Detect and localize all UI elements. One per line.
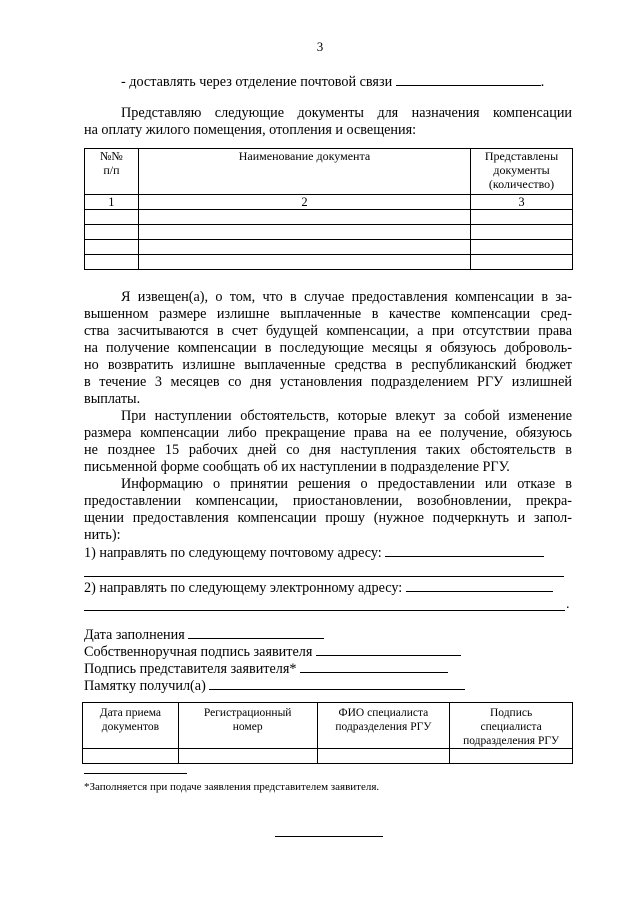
representative-signature-line [84, 660, 572, 678]
documents-table [84, 148, 573, 270]
docs-intro-line-2: на оплату жилого помещения, отопления и освещения: [84, 122, 417, 138]
notice-line-1: Я извещен(а), о том, что в случае предоставления компенсации в за- [121, 289, 572, 305]
table-cell[interactable] [85, 255, 139, 270]
table-cell[interactable] [138, 225, 470, 240]
notice-line-4: на получение компенсации в последующие месяцы я обязуюсь доброволь- [84, 340, 572, 356]
header-quantity: Представлены документы (количество) [471, 149, 573, 195]
documents-table-numbering [85, 195, 573, 210]
delivery-post-label: - доставлять через отделение почтовой связи [121, 74, 393, 90]
notice-line-3: ства засчитываются в счет будущей компенсации, а при отсутствии права [84, 323, 572, 339]
bottom-rule [275, 836, 383, 837]
table-cell[interactable] [138, 240, 470, 255]
office-use-table [82, 702, 573, 764]
obligation-line-1: При наступлении обстоятельств, которые влекут за собой изменение [121, 408, 572, 424]
table-row [85, 225, 573, 240]
memo-received-field[interactable] [209, 677, 465, 690]
table-row [85, 210, 573, 225]
table-cell[interactable] [471, 240, 573, 255]
decision-line-3: щении предоставления компенсации прошу (нужное подчеркнуть и запол- [84, 510, 572, 526]
representative-signature-field[interactable] [300, 660, 448, 673]
notice-line-6: в течение 3 месяцев со дня установления подразделением РГУ излишней [84, 374, 572, 390]
documents-table-header [85, 149, 573, 195]
header-receipt-date: Дата приема документов [83, 703, 179, 749]
representative-signature-label: Подпись представителя заявителя* [84, 661, 297, 677]
email-address-field[interactable] [406, 579, 553, 592]
postal-address-field[interactable] [385, 544, 544, 557]
applicant-signature-field[interactable] [316, 643, 461, 656]
table-cell[interactable] [85, 240, 139, 255]
col-number-3: 3 [471, 195, 573, 210]
fill-date-line [84, 626, 572, 644]
table-cell[interactable] [471, 255, 573, 270]
header-number: №№ п/п [85, 149, 139, 195]
delivery-post-blank[interactable] [396, 73, 541, 86]
obligation-line-2: размера компенсации либо прекращение права на ее получение, обязуюсь [84, 425, 572, 441]
obligation-line-4: письменной форме сообщать об их наступлении в подразделение РГУ. [84, 459, 510, 475]
memo-received-line [84, 677, 572, 695]
postal-option-line [84, 544, 572, 562]
email-option-line [84, 579, 572, 597]
table-row [83, 749, 573, 764]
footnote: *Заполняется при подаче заявления представителем заявителя. [84, 781, 380, 793]
applicant-signature-line [84, 643, 572, 661]
notice-line-7: выплаты. [84, 391, 141, 407]
header-document-name: Наименование документа [138, 149, 470, 195]
col-number-2: 2 [138, 195, 470, 210]
postal-option-label: 1) направлять по следующему почтовому адресу: [84, 545, 382, 561]
notice-line-5: но возвратить излишне выплаченные средства в республиканский бюджет [84, 357, 572, 373]
postal-address-line-2[interactable] [84, 576, 564, 577]
table-row [85, 255, 573, 270]
table-cell[interactable] [138, 210, 470, 225]
notice-line-2: вышенном размере излишне выплаченные в качестве компенсации сред- [84, 306, 572, 322]
table-cell[interactable] [138, 255, 470, 270]
table-cell[interactable] [317, 749, 450, 764]
page-number: 3 [316, 39, 324, 54]
header-registration-number: Регистрационный номер [178, 703, 317, 749]
docs-intro-line-1: Представляю следующие документы для назначения компенсации [121, 105, 572, 121]
table-cell[interactable] [85, 225, 139, 240]
delivery-post-end: . [540, 74, 545, 90]
col-number-1: 1 [85, 195, 139, 210]
applicant-signature-label: Собственноручная подпись заявителя [84, 644, 313, 660]
table-cell[interactable] [471, 210, 573, 225]
decision-line-4: нить): [84, 527, 121, 543]
table-cell[interactable] [178, 749, 317, 764]
table-cell[interactable] [450, 749, 573, 764]
email-end: . [566, 597, 570, 612]
decision-line-2: предоставлении компенсации, приостановлении, возобновлении, прекра- [84, 493, 572, 509]
memo-received-label: Памятку получил(а) [84, 678, 206, 694]
delivery-post-line [121, 73, 581, 91]
fill-date-label: Дата заполнения [84, 627, 185, 643]
footnote-separator [84, 773, 187, 774]
table-cell[interactable] [83, 749, 179, 764]
fill-date-field[interactable] [188, 626, 324, 639]
table-row [85, 240, 573, 255]
office-table-header [83, 703, 573, 749]
email-address-line-2[interactable] [84, 610, 565, 611]
header-specialist-name: ФИО специалиста подразделения РГУ [317, 703, 450, 749]
email-option-label: 2) направлять по следующему электронному адресу: [84, 580, 403, 596]
decision-line-1: Информацию о принятии решения о предоставлении или отказе в [121, 476, 572, 492]
header-specialist-signature: Подпись специалиста подразделения РГУ [450, 703, 573, 749]
table-cell[interactable] [85, 210, 139, 225]
table-cell[interactable] [471, 225, 573, 240]
obligation-line-3: не позднее 15 рабочих дней со дня наступления таких обстоятельств в [84, 442, 572, 458]
